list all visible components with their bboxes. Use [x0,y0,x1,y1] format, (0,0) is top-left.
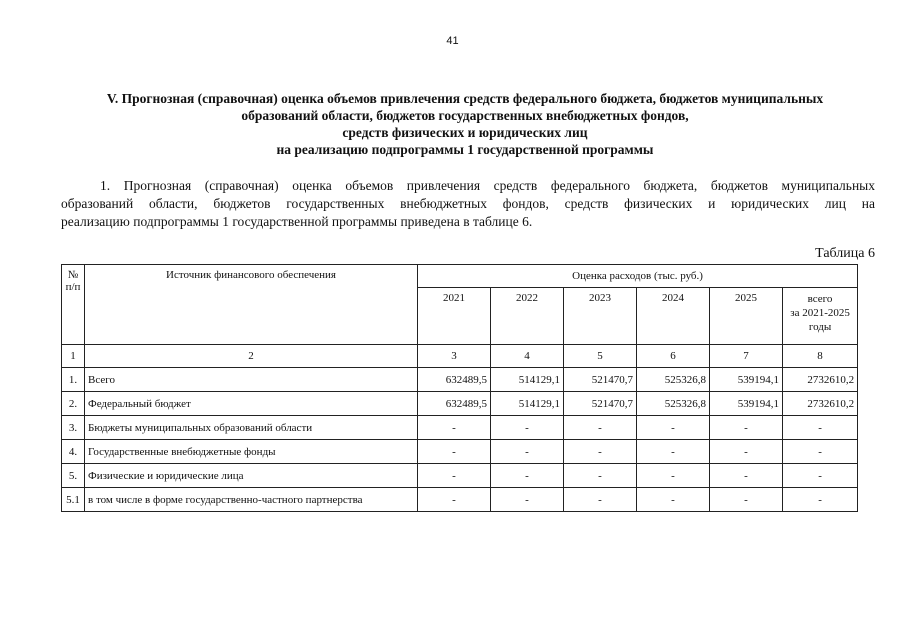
row-value-2024: - [637,440,710,464]
header-total-line-2: за 2021-2025 [790,307,850,319]
section-title-line-4: на реализацию подпрограммы 1 государственной программы [276,142,654,157]
column-number-1: 1 [62,345,85,368]
row-value-2023: - [564,488,637,512]
table-row [62,368,858,392]
row-value-2025: - [710,488,783,512]
table-row [62,488,858,512]
column-number-4: 4 [491,345,564,368]
row-value-2022: - [491,488,564,512]
row-value-2025: - [710,440,783,464]
row-number: 2. [62,392,85,416]
row-value-2024: 525326,8 [637,392,710,416]
row-value-2023: - [564,464,637,488]
page-number: 41 [446,35,459,47]
header-total-line-3: годы [808,321,832,333]
header-estimate: Оценка расходов (тыс. руб.) [418,265,858,288]
row-source: Бюджеты муниципальных образований области [85,416,418,440]
header-year-2021: 2021 [418,288,491,345]
intro-line-3: реализацию подпрограммы 1 государственной программы приведена в таблице 6. [61,214,533,229]
intro-line-1: 1. Прогнозная (справочная) оценка объемов привлечения средств федерального бюджета, бюджетов муниципальных [100,178,875,193]
section-title-line-1: V. Прогнозная (справочная) оценка объемов привлечения средств федерального бюджета, бюджетов муниципальных [106,91,824,106]
row-value-2023: - [564,440,637,464]
header-source: Источник финансового обеспечения [85,265,418,345]
header-year-2023: 2023 [564,288,637,345]
row-value-2022: - [491,416,564,440]
row-value-2021: - [418,416,491,440]
row-number: 4. [62,440,85,464]
intro-line-2: образований области, бюджетов государственных внебюджетных фондов, средств физических и юридических лиц на [61,196,875,211]
header-year-2025: 2025 [710,288,783,345]
column-number-6: 6 [637,345,710,368]
header-total [783,288,858,345]
row-value-2021: 632489,5 [418,368,491,392]
funding-table [61,264,858,512]
row-value-2021: - [418,488,491,512]
row-value-2023: 521470,7 [564,392,637,416]
row-value-2025: - [710,416,783,440]
row-value-2022: 514129,1 [491,392,564,416]
row-value-2025: 539194,1 [710,392,783,416]
row-value-2022: 514129,1 [491,368,564,392]
header-number: № п/п [62,265,85,345]
row-number: 3. [62,416,85,440]
row-source: Федеральный бюджет [85,392,418,416]
row-value-2023: 521470,7 [564,368,637,392]
column-number-7: 7 [710,345,783,368]
row-value-total: - [783,416,858,440]
table-row [62,440,858,464]
row-value-2024: 525326,8 [637,368,710,392]
column-number-2: 2 [85,345,418,368]
column-number-8: 8 [783,345,858,368]
row-value-total: 2732610,2 [783,368,858,392]
row-value-2024: - [637,488,710,512]
section-title [40,90,890,158]
header-year-2022: 2022 [491,288,564,345]
row-value-2024: - [637,464,710,488]
row-value-total: - [783,440,858,464]
header-year-2024: 2024 [637,288,710,345]
table-row [62,416,858,440]
row-number: 1. [62,368,85,392]
intro-paragraph [61,177,875,231]
header-total-line-1: всего [807,293,833,305]
row-number: 5. [62,464,85,488]
section-title-line-3: средств физических и юридических лиц [342,125,588,140]
row-value-2022: - [491,440,564,464]
table-caption: Таблица 6 [815,246,875,261]
row-value-2021: - [418,464,491,488]
section-title-line-2: образований области, бюджетов государственных внебюджетных фондов, [241,108,689,123]
row-value-2025: - [710,464,783,488]
table-row [62,392,858,416]
row-value-2022: - [491,464,564,488]
row-value-total: - [783,488,858,512]
row-source: в том числе в форме государственно-частного партнерства [85,488,418,512]
row-value-total: 2732610,2 [783,392,858,416]
row-value-2023: - [564,416,637,440]
row-value-2021: 632489,5 [418,392,491,416]
table-row [62,464,858,488]
row-number: 5.1 [62,488,85,512]
column-number-5: 5 [564,345,637,368]
row-source: Физические и юридические лица [85,464,418,488]
row-value-2021: - [418,440,491,464]
row-source: Всего [85,368,418,392]
row-value-2025: 539194,1 [710,368,783,392]
row-source: Государственные внебюджетные фонды [85,440,418,464]
row-value-total: - [783,464,858,488]
column-number-3: 3 [418,345,491,368]
row-value-2024: - [637,416,710,440]
